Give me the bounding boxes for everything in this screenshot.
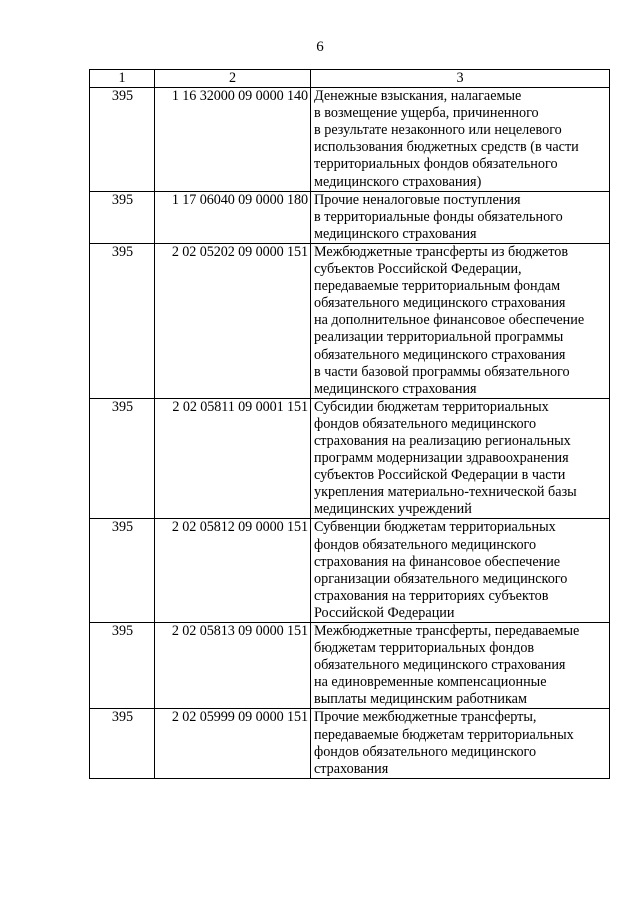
column-header-3: 3 (311, 70, 610, 88)
budget-code-cell: 2 02 05813 09 0000 151 (155, 623, 311, 709)
revenue-name-cell: Прочие неналоговые поступления в территориальные фонды обязательного медицинского страхования (311, 191, 610, 243)
table-row (90, 88, 610, 192)
admin-code-cell: 395 (90, 623, 155, 709)
revenue-name-cell: Субсидии бюджетам территориальных фондов обязательного медицинского страхования на реализацию региональных программ модернизации здравоохранения субъектов Российской Федерации в части укрепления материально-технической базы медицинских учреждений (311, 398, 610, 519)
budget-code-cell: 2 02 05202 09 0000 151 (155, 243, 311, 398)
revenue-name-cell: Прочие межбюджетные трансферты, передаваемые бюджетам территориальных фондов обязательного медицинского страхования (311, 709, 610, 778)
budget-code-cell: 2 02 05999 09 0000 151 (155, 709, 311, 778)
table-row (90, 709, 610, 778)
revenue-name-cell: Межбюджетные трансферты, передаваемые бюджетам территориальных фондов обязательного медицинского страхования на единовременные компенсационные выплаты медицинским работникам (311, 623, 610, 709)
budget-code-cell: 1 17 06040 09 0000 180 (155, 191, 311, 243)
budget-codes-table (89, 69, 610, 779)
admin-code-cell: 395 (90, 191, 155, 243)
budget-code-cell: 2 02 05812 09 0000 151 (155, 519, 311, 623)
table-header-row (90, 70, 610, 88)
admin-code-cell: 395 (90, 398, 155, 519)
table-row (90, 519, 610, 623)
table-row (90, 398, 610, 519)
page-number: 6 (316, 39, 324, 55)
revenue-name-cell: Межбюджетные трансферты из бюджетов субъектов Российской Федерации, передаваемые территориальным фондам обязательного медицинского страхования на дополнительное финансовое обеспечение реализации территориальной программы обязательного медицинского страхования в части базовой программы обязательного медицинского страхования (311, 243, 610, 398)
admin-code-cell: 395 (90, 243, 155, 398)
column-header-2: 2 (155, 70, 311, 88)
table-row (90, 191, 610, 243)
table-row (90, 243, 610, 398)
admin-code-cell: 395 (90, 519, 155, 623)
admin-code-cell: 395 (90, 88, 155, 192)
admin-code-cell: 395 (90, 709, 155, 778)
revenue-name-cell: Денежные взыскания, налагаемые в возмещение ущерба, причиненного в результате незаконного или нецелевого использования бюджетных средств (в части территориальных фондов обязательного медицинского страхования) (311, 88, 610, 192)
budget-code-cell: 2 02 05811 09 0001 151 (155, 398, 311, 519)
budget-code-cell: 1 16 32000 09 0000 140 (155, 88, 311, 192)
column-header-1: 1 (90, 70, 155, 88)
revenue-name-cell: Субвенции бюджетам территориальных фондов обязательного медицинского страхования на финансовое обеспечение организации обязательного медицинского страхования на территориях субъектов Российской Федерации (311, 519, 610, 623)
table-row (90, 623, 610, 709)
